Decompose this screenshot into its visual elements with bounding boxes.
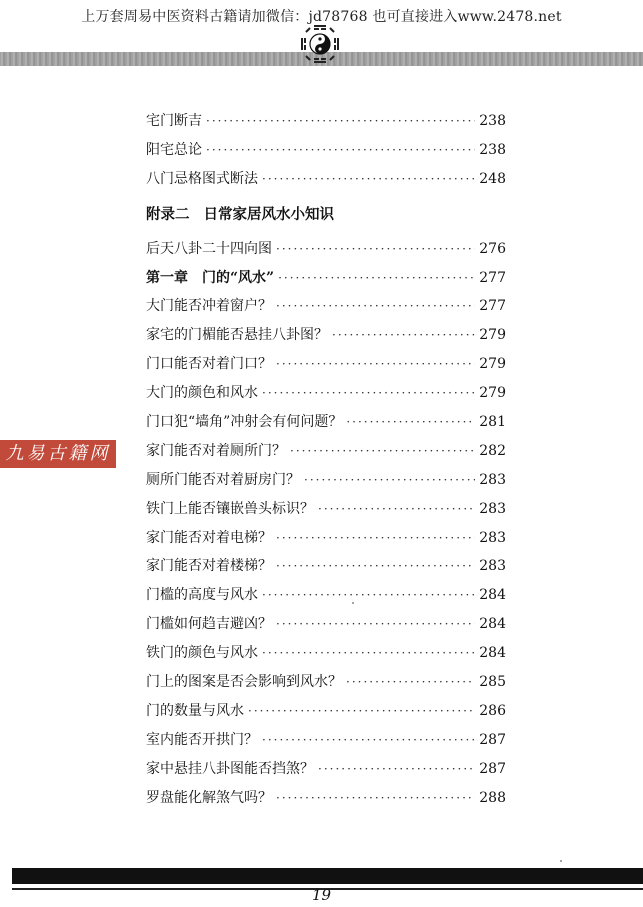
toc-entry-title: 门口能否对着门口？ (146, 356, 272, 373)
toc-entry-page: 283 (479, 500, 506, 517)
site-watermark: 九易古籍网 (0, 440, 116, 468)
toc-entry-page: 277 (479, 298, 506, 315)
toc-entry-page: 279 (479, 385, 506, 402)
print-speck (560, 860, 562, 862)
toc-entry-page: 283 (479, 529, 506, 546)
toc-entry[interactable] (146, 527, 506, 556)
toc-entry-title: 家中悬挂八卦图能否挡煞？ (146, 760, 314, 777)
appendix-number: 附录二 (146, 205, 190, 223)
toc-entry-page: 276 (479, 240, 506, 257)
toc-leader-dots (206, 114, 475, 128)
toc-entry-title: 门的数量与风水 (146, 702, 244, 719)
toc-leader-dots (262, 172, 475, 186)
toc-entry-page: 238 (479, 141, 506, 158)
toc-leader-dots (262, 646, 475, 660)
toc-entry[interactable] (146, 584, 506, 613)
bagua-yin-yang-icon (298, 22, 342, 66)
toc-entry[interactable] (146, 324, 506, 353)
toc-entry[interactable] (146, 139, 506, 168)
print-speck (352, 602, 354, 604)
toc-entry-page: 283 (479, 471, 506, 488)
toc-entry-page: 284 (479, 616, 506, 633)
toc-entry[interactable] (146, 382, 506, 411)
toc-leader-dots (346, 415, 475, 429)
toc-entry-title: 家门能否对着电梯？ (146, 529, 272, 546)
toc-entry-title: 家宅的门楣能否悬挂八卦图？ (146, 327, 328, 344)
toc-entry[interactable] (146, 440, 506, 469)
toc-entry[interactable] (146, 411, 506, 440)
toc-leader-dots (318, 502, 475, 516)
appendix-title: 日常家居风水小知识 (203, 205, 334, 223)
toc-entry[interactable] (146, 555, 506, 584)
toc-entry-title: 宅门断吉 (146, 113, 202, 129)
table-of-contents (146, 110, 506, 815)
toc-entry[interactable] (146, 498, 506, 527)
toc-entry-title: 大门的颜色和风水 (146, 385, 258, 402)
toc-entry-title: 八门忌格图式断法 (146, 170, 258, 187)
toc-entry-page: 284 (479, 645, 506, 662)
toc-entry-title: 铁门的颜色与风水 (146, 645, 258, 662)
toc-leader-dots (304, 473, 475, 487)
toc-entry-page: 284 (479, 587, 506, 604)
toc-entry-page: 285 (479, 674, 506, 691)
toc-entry[interactable] (146, 729, 506, 758)
toc-entry-page: 288 (479, 789, 506, 806)
toc-leader-dots (262, 386, 475, 400)
toc-entry-title: 阳宅总论 (146, 141, 202, 158)
toc-leader-dots (276, 531, 475, 545)
toc-entry[interactable] (146, 110, 506, 139)
toc-entry[interactable] (146, 295, 506, 324)
toc-entry-page: 279 (479, 356, 506, 373)
toc-leader-dots (276, 617, 475, 631)
toc-entry[interactable] (146, 787, 506, 816)
toc-entry-page: 287 (479, 731, 506, 748)
toc-entry-page: 287 (479, 760, 506, 777)
appendix-entry-list (146, 238, 506, 816)
toc-entry-title: 大门能否冲着窗户？ (146, 298, 272, 315)
toc-entry-page: 277 (479, 269, 506, 286)
footer-bar (12, 868, 643, 884)
toc-entry-page: 282 (479, 442, 506, 459)
toc-entry-title: 门槛的高度与风水 (146, 587, 258, 604)
toc-leader-dots (206, 143, 475, 157)
toc-entry-title: 门上的图案是否会影响到风水？ (146, 674, 342, 691)
toc-entry-title: 第一章 门的“风水” (146, 269, 275, 286)
toc-entry-title: 室内能否开拱门？ (146, 731, 258, 748)
appendix-heading (146, 197, 506, 232)
toc-entry[interactable] (146, 238, 506, 267)
toc-leader-dots (290, 444, 475, 458)
toc-entry-page: 248 (479, 170, 506, 187)
toc-leader-dots (332, 328, 475, 342)
header-notice: 上万套周易中医资料古籍请加微信：jd78768 也可直接进入www.2478.net (81, 9, 562, 25)
toc-leader-dots (276, 242, 475, 256)
toc-leader-dots (318, 762, 475, 776)
toc-entry-page: 281 (479, 414, 506, 431)
toc-chapter-entry[interactable] (146, 267, 506, 296)
toc-entry[interactable] (146, 469, 506, 498)
toc-entry-title: 家门能否对着楼梯？ (146, 558, 272, 575)
toc-entry-page: 238 (479, 113, 506, 129)
toc-leader-dots (278, 271, 475, 285)
toc-leader-dots (262, 733, 475, 747)
toc-leader-dots (346, 675, 475, 689)
toc-entry-page: 286 (479, 702, 506, 719)
toc-entry[interactable] (146, 353, 506, 382)
toc-entry[interactable] (146, 613, 506, 642)
toc-entry[interactable] (146, 700, 506, 729)
page-number: 19 (311, 886, 332, 904)
toc-entry-title: 铁门上能否镶嵌兽头标识？ (146, 500, 314, 517)
toc-entry-title: 罗盘能化解煞气吗？ (146, 789, 272, 806)
toc-entry-title: 门口犯“墙角”冲射会有何问题？ (146, 414, 343, 431)
toc-entry-page: 283 (479, 558, 506, 575)
toc-entry[interactable] (146, 642, 506, 671)
toc-entry-title: 门槛如何趋吉避凶？ (146, 616, 272, 633)
toc-leader-dots (276, 357, 475, 371)
toc-entry-title: 厕所门能否对着厨房门？ (146, 471, 300, 488)
toc-entry-title: 家门能否对着厕所门？ (146, 442, 286, 459)
toc-entry[interactable] (146, 758, 506, 787)
toc-leader-dots (276, 559, 475, 573)
toc-leader-dots (248, 704, 475, 718)
toc-entry-title: 后天八卦二十四向图 (146, 240, 272, 257)
toc-leader-dots (262, 588, 475, 602)
toc-leader-dots (276, 299, 475, 313)
toc-leader-dots (276, 791, 475, 805)
toc-entry-page: 279 (479, 327, 506, 344)
toc-entry[interactable] (146, 671, 506, 700)
toc-entry[interactable] (146, 168, 506, 197)
